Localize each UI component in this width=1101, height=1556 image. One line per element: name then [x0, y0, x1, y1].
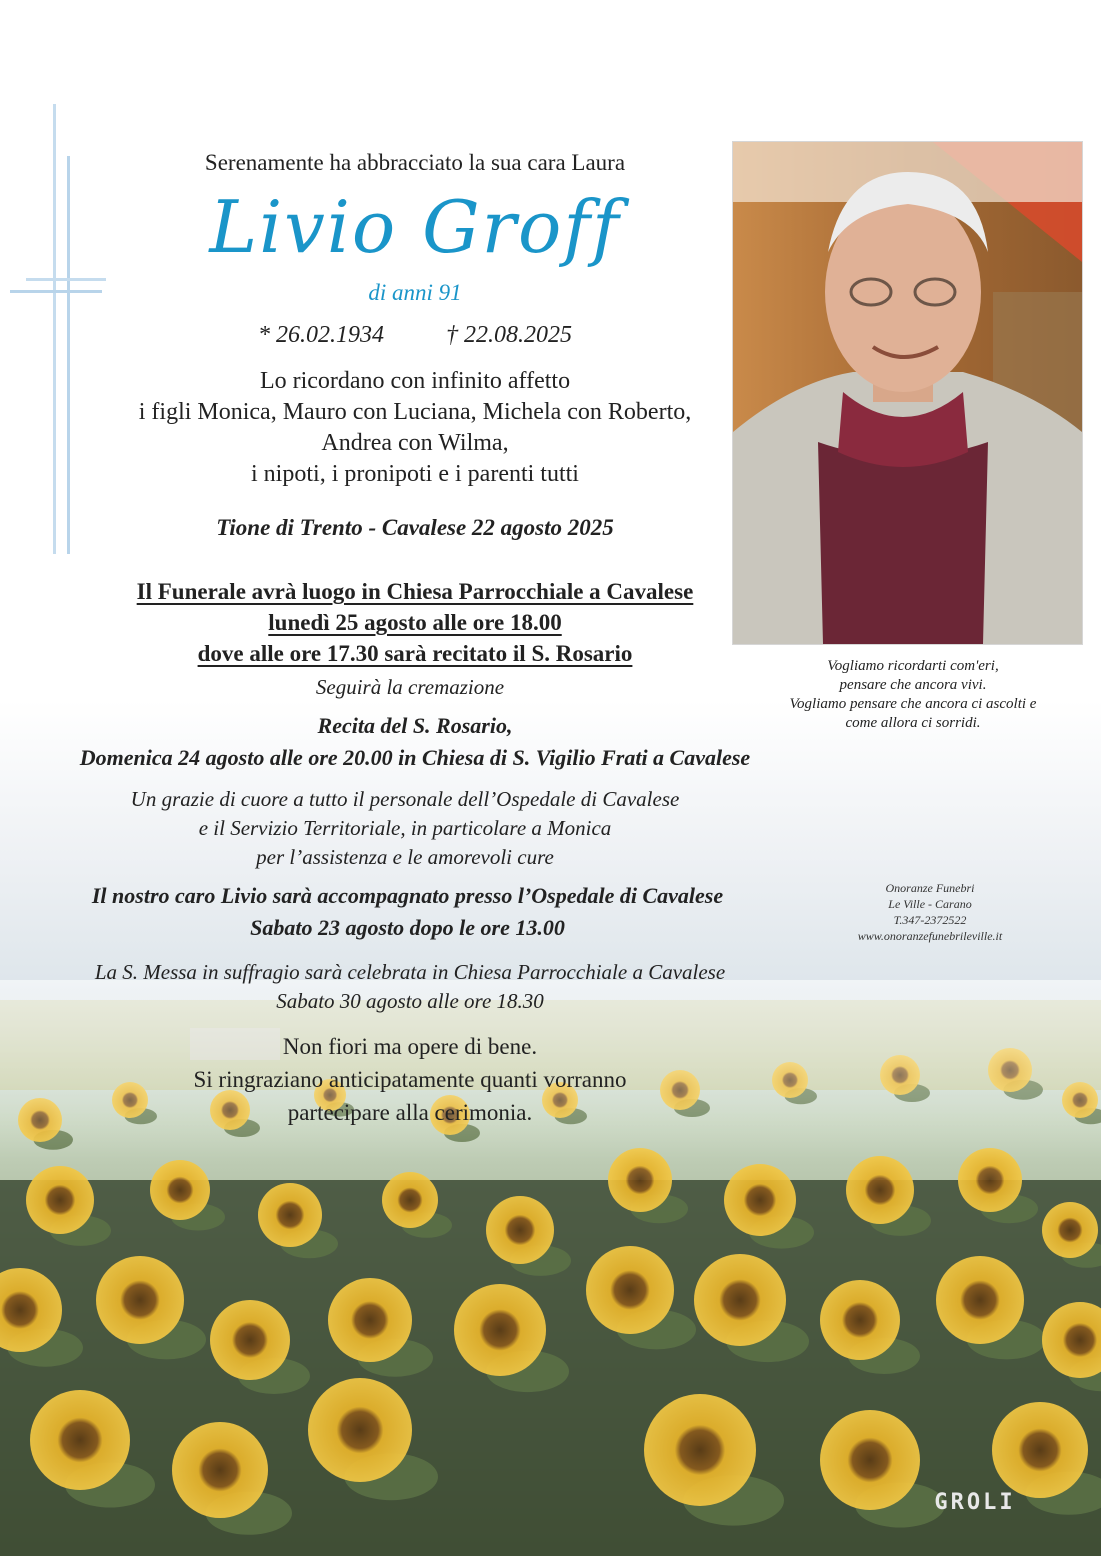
quote-line: come allora ci sorridi. — [845, 715, 981, 731]
mass-line: Sabato 30 agosto alle ore 18.30 — [276, 989, 544, 1013]
sunflower-head — [586, 1246, 674, 1334]
sunflower-head — [820, 1280, 900, 1360]
funeral-home-name: Onoranze Funebri — [885, 881, 975, 895]
thanks-line: Un grazie di cuore a tutto il personale dell’Ospedale di Cavalese — [130, 787, 680, 811]
sunflower-head — [936, 1256, 1024, 1344]
mourners-line: Andrea con Wilma, — [321, 430, 509, 456]
funeral-home-website: www.onoranzefunebrileville.it — [857, 929, 1003, 943]
funeral-line: lunedì 25 agosto alle ore 18.00 — [268, 610, 562, 635]
quote-line: Vogliamo pensare che ancora ci ascolti e — [789, 696, 1037, 712]
mass-line: La S. Messa in suffragio sarà celebrata in Chiesa Parrocchiale a Cavalese — [94, 960, 726, 984]
sunflower-head — [308, 1378, 412, 1482]
sunflower-head — [258, 1183, 322, 1247]
thanks-line: per l’assistenza e le amorevoli cure — [256, 845, 554, 869]
mourners-line: i nipoti, i pronipoti e i parenti tutti — [251, 461, 579, 487]
funeral-home-phone: T.347-2372522 — [893, 913, 967, 927]
sunflower-head — [1042, 1202, 1098, 1258]
deceased-name: Livio Groff — [209, 185, 621, 269]
mass-block — [0, 958, 820, 1016]
closing-line: partecipare alla cerimonia. — [287, 1100, 533, 1125]
intro-line: Serenamente ha abbracciato la sua cara Laura — [204, 150, 626, 175]
mourners-line: i figli Monica, Mauro con Luciana, Michela con Roberto, — [138, 399, 692, 425]
transfer-line: Sabato 23 agosto dopo le ore 13.00 — [250, 915, 565, 940]
mourners-line: Lo ricordano con infinito affetto — [259, 368, 571, 394]
sunflower-head — [992, 1402, 1088, 1498]
deceased-portrait-photo — [732, 141, 1083, 645]
closing-line: Non fiori ma opere di bene. — [282, 1034, 538, 1059]
birth-date: * 26.02.1934 — [258, 322, 384, 348]
cremation-note: Seguirà la cremazione — [315, 675, 505, 699]
deceased-age: di anni 91 — [368, 280, 462, 305]
sunflower-head — [96, 1256, 184, 1344]
funeral-home-location: Le Ville - Carano — [888, 897, 972, 911]
transfer-line: Il nostro caro Livio sarà accompagnato presso l’Ospedale di Cavalese — [91, 883, 724, 908]
death-date: † 22.08.2025 — [446, 322, 572, 348]
funeral-line: Il Funerale avrà luogo in Chiesa Parrocchiale a Cavalese — [136, 579, 694, 604]
quote-line: pensare che ancora vivi. — [839, 677, 987, 693]
sunflower-head — [210, 1300, 290, 1380]
funeral-home-info — [780, 880, 1080, 944]
rosary-line: Domenica 24 agosto alle ore 20.00 in Chiesa di S. Vigilio Frati a Cavalese — [79, 745, 751, 770]
sunflower-head — [820, 1410, 920, 1510]
closing-line: Si ringraziano anticipatamente quanti vorranno — [193, 1067, 627, 1092]
sunflower-head — [26, 1166, 94, 1234]
rosary-line: Recita del S. Rosario, — [317, 713, 513, 738]
sunflower-head — [694, 1254, 786, 1346]
sunflower-head — [30, 1390, 130, 1490]
place-and-date: Tione di Trento - Cavalese 22 agosto 2025 — [216, 515, 614, 540]
sunflower-head — [846, 1156, 914, 1224]
transfer-block — [0, 880, 815, 944]
sunflower-head — [150, 1160, 210, 1220]
funeral-block — [55, 576, 775, 669]
quote-line: Vogliamo ricordarti com'eri, — [827, 658, 999, 674]
rosary-block — [0, 710, 830, 774]
sunflower-head — [486, 1196, 554, 1264]
life-dates — [55, 322, 775, 349]
painting-signature: GROLI — [934, 1490, 1016, 1515]
sunflower-head — [382, 1172, 438, 1228]
sunflower-head — [172, 1422, 268, 1518]
sunflower-head — [644, 1394, 756, 1506]
mourners-block — [55, 366, 775, 490]
sunflower-head — [724, 1164, 796, 1236]
thanks-block — [0, 785, 810, 872]
funeral-line: dove alle ore 17.30 sarà recitato il S. Rosario — [197, 641, 633, 666]
sunflower-head — [328, 1278, 412, 1362]
thanks-line: e il Servizio Territoriale, in particolare a Monica — [198, 816, 612, 840]
closing-block — [0, 1030, 820, 1129]
memorial-quote — [740, 657, 1086, 733]
sunflower-head — [454, 1284, 546, 1376]
